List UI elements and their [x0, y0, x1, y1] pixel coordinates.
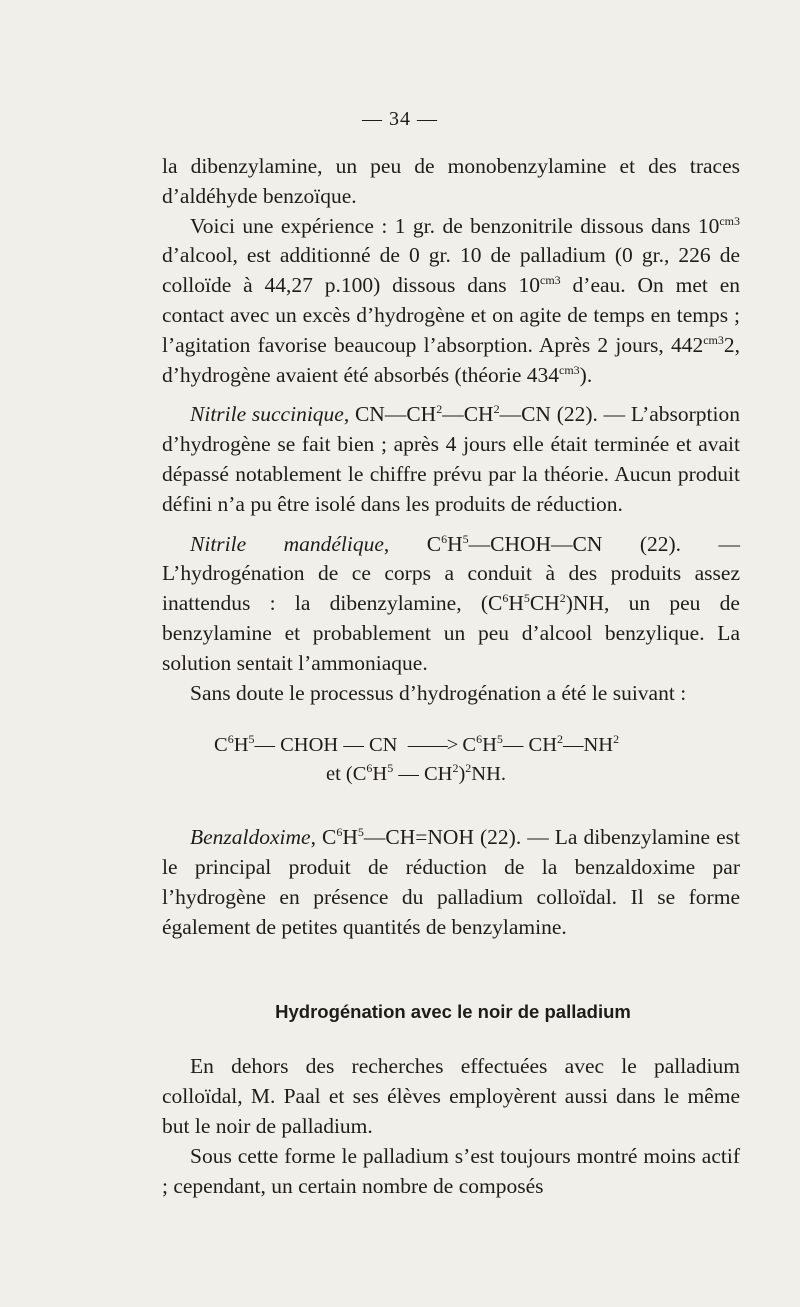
reaction-arrow: ——> [407, 734, 458, 757]
paragraph-continuation: la dibenzylamine, un peu de monobenzylamine et des traces d’aldéhyde benzoïque. [162, 154, 740, 208]
paragraph-experiment: Voici une expérience : 1 gr. de benzonitrile dissous dans $10^{cm3}$ d’alcool, est additionné de 0 gr. 10 de palladium (0 gr., 226 de colloïde à 44,27 p.100) dissous dans $10^{cm3}$ d’eau. On met en contact avec un excès d’hydrogène et on agite de temps en temps ; l’agitation favorise beaucoup l’absorption. Après 2 jours, $442^{cm3}2$, d’hydrogène avaient été absorbés (théorie $434^{cm3}$). [162, 213, 740, 387]
equation-line-1: $C^6H^5—$ CHOH — CN ——> $C^6H^5—$ $CH^2—NH^2$ [214, 732, 620, 757]
paragraph-nitrile-mandelique: Nitrile mandélique, $C^6H^5—CHOH—CN$ (22). — L’hydrogénation de ce corps a conduit à des produits assez inattendus : la dibenzylamine, $(C^6H^5CH^2)NH$, un peu de benzylamine et probablement un peu d’alcool benzylique. La solution sentait l’ammoniaque. [162, 531, 740, 675]
section-heading: Hydrogénation avec le noir de palladium [275, 1000, 631, 1022]
page-number: — 34 — [362, 108, 438, 130]
body-text [162, 152, 740, 1201]
equation-line-2: et ($C^6H^5$ — $CH^2)^2NH$. [326, 761, 507, 786]
paragraph-forme: Sous cette forme le palladium s’est toujours montré moins actif ; cependant, un certain nombre de composés [162, 1143, 740, 1198]
reaction-equation [162, 731, 740, 789]
paragraph-processus: Sans doute le processus d’hydrogénation a été le suivant : [190, 680, 687, 705]
paragraph-benzaldoxime: Benzaldoxime, $C^6H^5—CH=NOH$ (22). — La dibenzylamine est le principal produit de réduction de la benzaldoxime par l’hydrogène en présence du palladium colloïdal. Il se forme également de petites quantités de benzylamine. [162, 825, 741, 939]
paragraph-noir-palladium: En dehors des recherches effectuées avec le palladium colloïdal, M. Paal et ses élèves employèrent aussi dans le même but le noir de palladium. [162, 1054, 740, 1138]
paragraph-nitrile-succinique: Nitrile succinique, $CN—CH^2—CH^2—CN$ (22). — L’absorption d’hydrogène se fait bien ; après 4 jours elle était terminée et avait dépassé notablement le chiffre prévu par la théorie. Aucun produit défini n’a pu être isolé dans les produits de réduction. [162, 402, 740, 516]
